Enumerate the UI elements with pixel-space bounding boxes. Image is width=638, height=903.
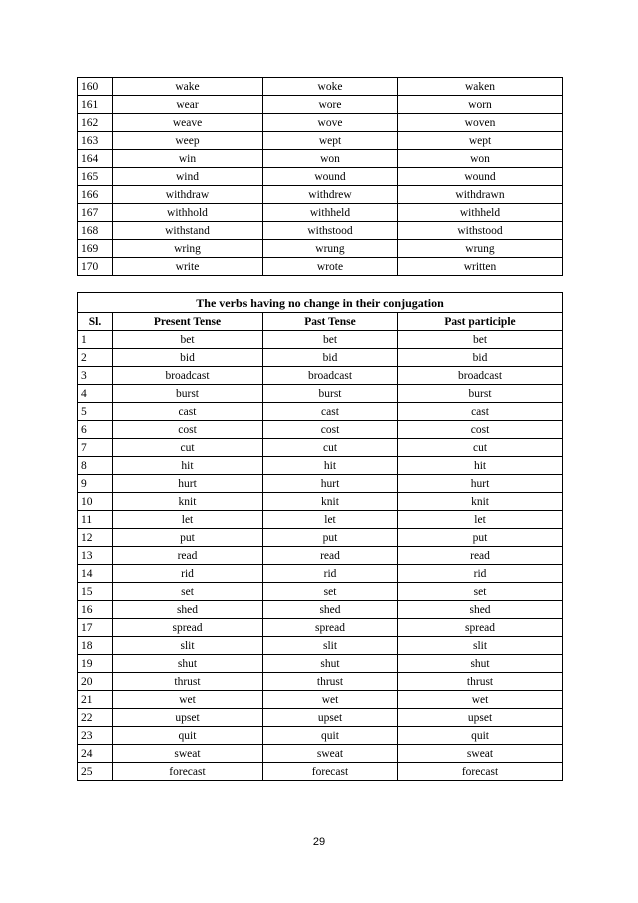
cell-participle: burst [398,385,563,403]
cell-past: read [263,547,398,565]
header-past-tense: Past Tense [263,313,398,331]
cell-participle: hit [398,457,563,475]
cell-past: hit [263,457,398,475]
cell-present: hurt [113,475,263,493]
cell-participle: forecast [398,763,563,781]
cell-past: bid [263,349,398,367]
table-row [78,258,563,276]
cell-past: let [263,511,398,529]
cell-number: 16 [78,601,113,619]
cell-present: wake [113,78,263,96]
cell-participle: won [398,150,563,168]
cell-past: shed [263,601,398,619]
cell-participle: slit [398,637,563,655]
cell-number: 162 [78,114,113,132]
cell-past: withstood [263,222,398,240]
table-row [78,457,563,475]
header-sl: Sl. [78,313,113,331]
cell-participle: waken [398,78,563,96]
cell-present: cost [113,421,263,439]
cell-present: withdraw [113,186,263,204]
cell-past: set [263,583,398,601]
cell-past: upset [263,709,398,727]
table-title-row [78,293,563,313]
table-row [78,547,563,565]
cell-present: weave [113,114,263,132]
cell-present: shut [113,655,263,673]
cell-number: 17 [78,619,113,637]
cell-present: burst [113,385,263,403]
cell-number: 3 [78,367,113,385]
table-row [78,745,563,763]
table-row [78,114,563,132]
cell-present: wring [113,240,263,258]
cell-participle: wept [398,132,563,150]
cell-past: slit [263,637,398,655]
table-header-row [78,313,563,331]
verb-table-continued-body [78,78,563,276]
cell-past: wrote [263,258,398,276]
cell-past: sweat [263,745,398,763]
table-row [78,240,563,258]
table-row [78,132,563,150]
table-row [78,168,563,186]
table-row [78,709,563,727]
cell-past: wore [263,96,398,114]
cell-present: cast [113,403,263,421]
cell-past: wept [263,132,398,150]
cell-number: 5 [78,403,113,421]
table-row [78,691,563,709]
cell-present: wet [113,691,263,709]
cell-past: hurt [263,475,398,493]
cell-number: 167 [78,204,113,222]
cell-number: 161 [78,96,113,114]
cell-number: 24 [78,745,113,763]
cell-participle: shut [398,655,563,673]
table-row [78,565,563,583]
cell-number: 19 [78,655,113,673]
cell-present: let [113,511,263,529]
cell-number: 170 [78,258,113,276]
table-row [78,763,563,781]
cell-participle: withstood [398,222,563,240]
table-row [78,204,563,222]
cell-number: 14 [78,565,113,583]
cell-number: 164 [78,150,113,168]
cell-number: 6 [78,421,113,439]
cell-present: write [113,258,263,276]
cell-present: weep [113,132,263,150]
cell-present: slit [113,637,263,655]
cell-number: 21 [78,691,113,709]
cell-participle: wrung [398,240,563,258]
cell-participle: thrust [398,673,563,691]
cell-participle: sweat [398,745,563,763]
cell-present: upset [113,709,263,727]
cell-present: read [113,547,263,565]
cell-participle: withdrawn [398,186,563,204]
cell-present: put [113,529,263,547]
cell-participle: hurt [398,475,563,493]
cell-number: 25 [78,763,113,781]
cell-number: 15 [78,583,113,601]
cell-number: 1 [78,331,113,349]
cell-participle: knit [398,493,563,511]
table-row [78,367,563,385]
table-row [78,475,563,493]
cell-number: 22 [78,709,113,727]
cell-participle: broadcast [398,367,563,385]
cell-present: sweat [113,745,263,763]
cell-participle: written [398,258,563,276]
cell-participle: read [398,547,563,565]
cell-past: thrust [263,673,398,691]
cell-past: knit [263,493,398,511]
table-row [78,421,563,439]
cell-number: 7 [78,439,113,457]
cell-present: thrust [113,673,263,691]
cell-past: put [263,529,398,547]
unchanged-verbs-table [77,292,563,781]
table-row [78,349,563,367]
header-past-participle: Past participle [398,313,563,331]
cell-present: bid [113,349,263,367]
cell-past: wove [263,114,398,132]
cell-number: 4 [78,385,113,403]
cell-present: withstand [113,222,263,240]
cell-past: quit [263,727,398,745]
unchanged-verbs-table-body [78,331,563,781]
cell-past: withdrew [263,186,398,204]
cell-number: 18 [78,637,113,655]
cell-past: wrung [263,240,398,258]
cell-participle: cast [398,403,563,421]
table-row [78,78,563,96]
cell-past: wound [263,168,398,186]
cell-present: broadcast [113,367,263,385]
cell-participle: let [398,511,563,529]
cell-number: 11 [78,511,113,529]
verb-table-continued [77,77,563,276]
table-row [78,493,563,511]
cell-present: forecast [113,763,263,781]
cell-number: 166 [78,186,113,204]
cell-number: 160 [78,78,113,96]
cell-number: 12 [78,529,113,547]
table-row [78,403,563,421]
cell-past: cut [263,439,398,457]
cell-present: withhold [113,204,263,222]
cell-present: rid [113,565,263,583]
cell-participle: worn [398,96,563,114]
table-row [78,439,563,457]
table-row [78,655,563,673]
cell-participle: bet [398,331,563,349]
cell-number: 168 [78,222,113,240]
cell-present: quit [113,727,263,745]
cell-past: rid [263,565,398,583]
cell-present: win [113,150,263,168]
cell-number: 163 [78,132,113,150]
cell-number: 23 [78,727,113,745]
cell-present: bet [113,331,263,349]
cell-participle: woven [398,114,563,132]
table-row [78,385,563,403]
cell-past: forecast [263,763,398,781]
cell-participle: cost [398,421,563,439]
cell-participle: quit [398,727,563,745]
cell-past: woke [263,78,398,96]
cell-number: 169 [78,240,113,258]
cell-participle: bid [398,349,563,367]
table-row [78,186,563,204]
cell-past: withheld [263,204,398,222]
cell-participle: set [398,583,563,601]
cell-present: spread [113,619,263,637]
cell-participle: cut [398,439,563,457]
cell-number: 165 [78,168,113,186]
cell-present: wind [113,168,263,186]
cell-participle: wound [398,168,563,186]
cell-number: 9 [78,475,113,493]
cell-past: cost [263,421,398,439]
cell-participle: shed [398,601,563,619]
cell-present: set [113,583,263,601]
table-row [78,673,563,691]
table-title: The verbs having no change in their conjugation [78,293,563,313]
table-row [78,331,563,349]
cell-past: bet [263,331,398,349]
cell-past: spread [263,619,398,637]
cell-past: broadcast [263,367,398,385]
table-row [78,727,563,745]
cell-past: shut [263,655,398,673]
table-row [78,619,563,637]
cell-past: burst [263,385,398,403]
cell-present: knit [113,493,263,511]
cell-participle: rid [398,565,563,583]
cell-number: 8 [78,457,113,475]
header-present-tense: Present Tense [113,313,263,331]
table-row [78,529,563,547]
cell-number: 13 [78,547,113,565]
cell-past: cast [263,403,398,421]
cell-number: 10 [78,493,113,511]
table-row [78,96,563,114]
table-row [78,601,563,619]
cell-participle: wet [398,691,563,709]
table-row [78,222,563,240]
table-row [78,150,563,168]
cell-participle: put [398,529,563,547]
cell-past: won [263,150,398,168]
cell-present: hit [113,457,263,475]
cell-participle: withheld [398,204,563,222]
table-row [78,637,563,655]
table-row [78,583,563,601]
cell-number: 20 [78,673,113,691]
cell-participle: spread [398,619,563,637]
cell-past: wet [263,691,398,709]
cell-present: wear [113,96,263,114]
cell-present: shed [113,601,263,619]
table-row [78,511,563,529]
cell-participle: upset [398,709,563,727]
page-number: 29 [312,836,326,848]
cell-number: 2 [78,349,113,367]
cell-present: cut [113,439,263,457]
